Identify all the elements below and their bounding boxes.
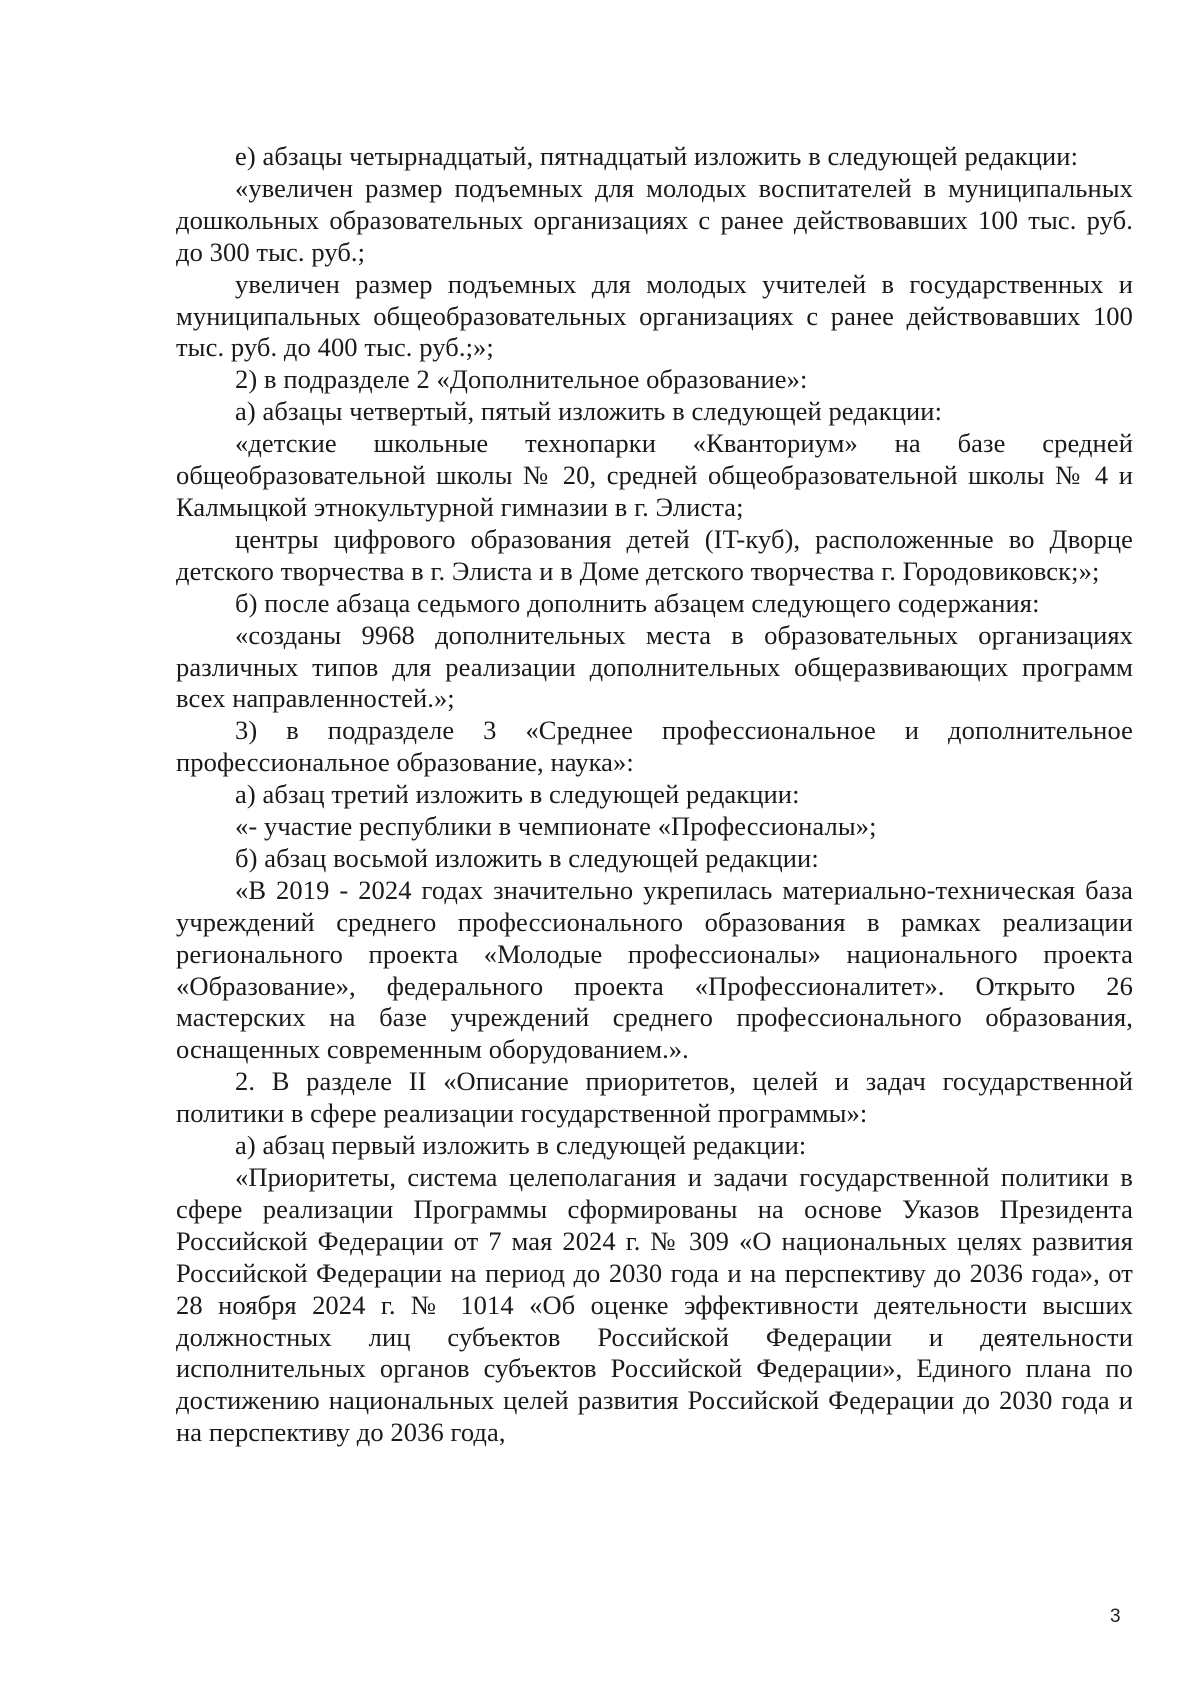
- paragraph: а) абзац первый изложить в следующей редакции:: [235, 1130, 807, 1161]
- paragraph: а) абзацы четвертый, пятый изложить в следующей редакции:: [235, 396, 943, 427]
- paragraph: «- участие республики в чемпионате «Профессионалы»;: [235, 811, 877, 842]
- paragraph: 3) в подразделе 3 «Среднее профессиональное и дополнительное профессиональное образование, наука»:: [176, 715, 1133, 778]
- paragraph: «В 2019 - 2024 годах значительно укрепилась материально-техническая база учреждений среднего профессионального образования в рамках реализации регионального проекта «Молодые профессионалы» национального проекта «Образование», федерального проекта «Профессионалитет». Открыто 26 мастерских на базе учреждений среднего профессионального образования, оснащенных современным оборудованием.».: [176, 874, 1133, 1065]
- paragraph: увеличен размер подъемных для молодых учителей в государственных и муниципальных общеобразовательных организациях с ранее действовавших 100 тыс. руб. до 400 тыс. руб.;»;: [176, 268, 1133, 363]
- paragraph: а) абзац третий изложить в следующей редакции:: [235, 779, 800, 810]
- page-number: 3: [1110, 1606, 1121, 1627]
- paragraph: «детские школьные технопарки «Кванториум» на базе средней общеобразовательной школы № 20, средней общеобразовательной школы № 4 и Калмыцкой этнокультурной гимназии в г. Элиста;: [176, 428, 1133, 522]
- paragraph: «созданы 9968 дополнительных места в образовательных организациях различных типов для реализации дополнительных общеразвивающих программ всех направленностей.»;: [176, 619, 1133, 714]
- paragraph: центры цифрового образования детей (IT-куб), расположенные во Дворце детского творчества в г. Элиста и в Доме детского творчества г. Городовиковск;»;: [176, 523, 1133, 586]
- paragraph: б) абзац восьмой изложить в следующей редакции:: [235, 842, 819, 873]
- paragraph: «увеличен размер подъемных для молодых воспитателей в муниципальных дошкольных образовательных организациях с ранее действовавших 100 тыс. руб. до 300 тыс. руб.;: [176, 172, 1133, 267]
- paragraph: е) абзацы четырнадцатый, пятнадцатый изложить в следующей редакции:: [235, 141, 1079, 171]
- document-body: [176, 141, 1133, 1449]
- paragraph: 2. В разделе II «Описание приоритетов, целей и задач государственной политики в сфере реализации государственной программы»:: [176, 1066, 1133, 1129]
- paragraph: 2) в подразделе 2 «Дополнительное образование»:: [235, 364, 808, 395]
- paragraph: «Приоритеты, система целеполагания и задачи государственной политики в сфере реализации Программы сформированы на основе Указов Президента Российской Федерации от 7 мая 2024 г. № 309 «О национальных целях развития Российской Федерации на период до 2030 года и на перспективу до 2036 года», от 28 ноября 2024 г. № 1014 «Об оценке эффективности деятельности высших должностных лиц субъектов Российской Федерации и деятельности исполнительных органов субъектов Российской Федерации», Единого плана по достижению национальных целей развития Российской Федерации до 2030 года и на перспективу до 2036 года,: [176, 1162, 1133, 1448]
- paragraph: б) после абзаца седьмого дополнить абзацем следующего содержания:: [235, 587, 1040, 618]
